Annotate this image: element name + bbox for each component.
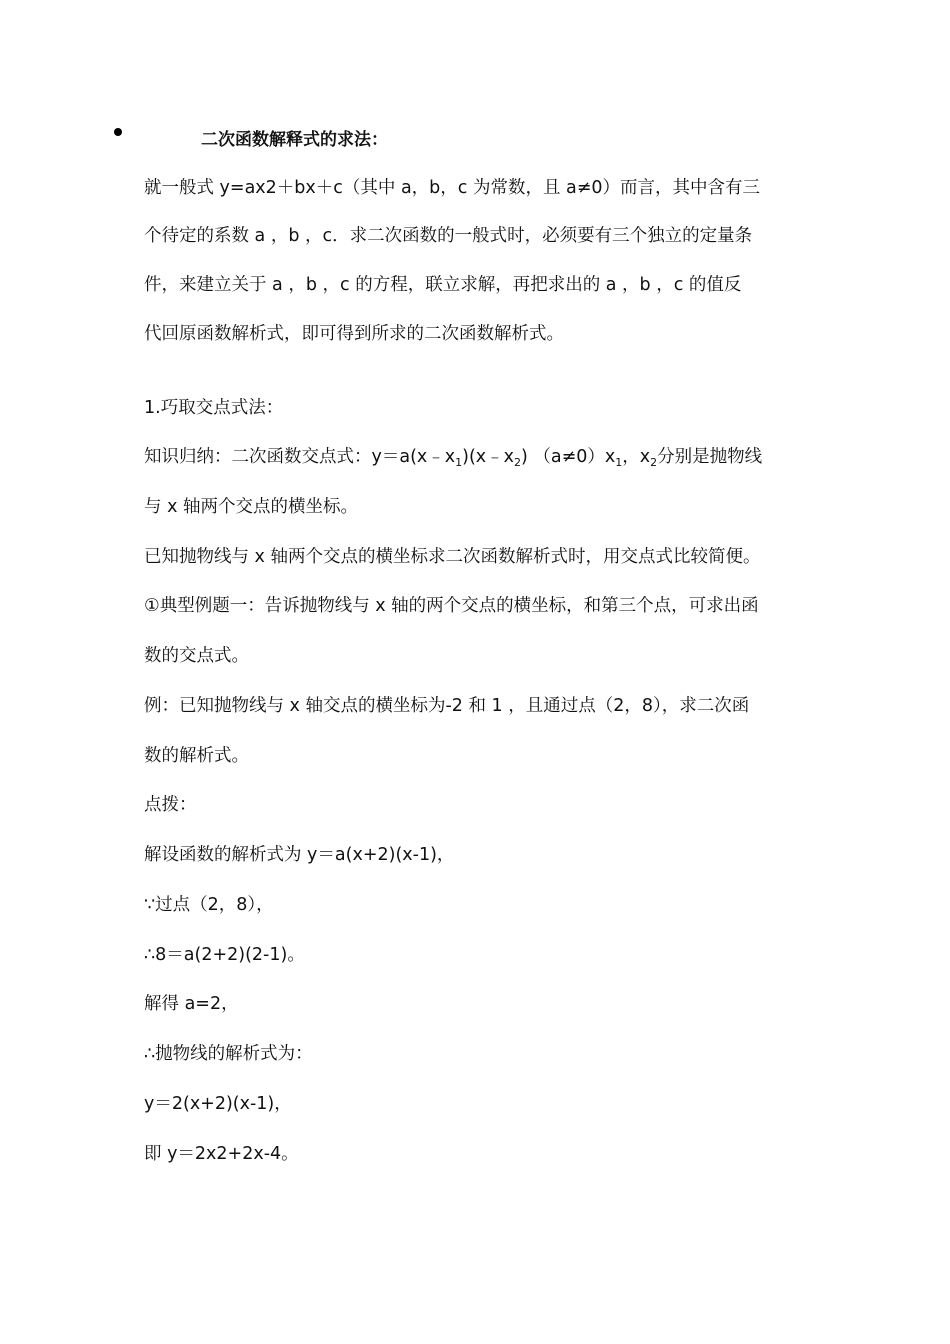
solution-line-3: ∴8＝a(2+2)(2-1)。 (144, 945, 305, 965)
bullet-icon (114, 128, 122, 136)
knowledge-text: ，x (622, 447, 651, 467)
body-line-1: 已知抛物线与 x 轴两个交点的横坐标求二次函数解析式时，用交点式比较简便。 (144, 547, 761, 567)
knowledge-line-1 (144, 444, 762, 470)
knowledge-prefix: 知识归纳：二次函数交点式：y＝a(x﹣x (144, 447, 456, 467)
intro-line-2: 个待定的系数 a ，b ，c．求二次函数的一般式时，必须要有三个独立的定量条 (144, 226, 753, 246)
intro-line-3: 件，来建立关于 a ，b ，c 的方程，联立求解，再把求出的 a ，b ，c 的值反 (144, 275, 742, 295)
body-line-3: 数的交点式。 (144, 646, 249, 666)
body-line-2: ①典型例题一：告诉抛物线与 x 轴的两个交点的横坐标，和第三个点，可求出函 (144, 596, 759, 616)
subscript: 1 (615, 456, 623, 469)
solution-line-4: 解得 a=2， (144, 994, 239, 1014)
method-title: 1.巧取交点式法： (144, 398, 284, 418)
solution-line-1: 解设函数的解析式为 y＝a(x+2)(x-1)， (144, 845, 455, 865)
intro-line-1: 就一般式 y=ax2＋bx＋c（其中 a，b，c 为常数，且 a≠0）而言，其中含有三 (144, 178, 761, 198)
section-heading: 二次函数解释式的求法： (201, 130, 388, 150)
subscript: 2 (514, 456, 521, 469)
solution-line-5: ∴抛物线的解析式为： (144, 1044, 313, 1064)
subscript: 2 (650, 456, 658, 469)
knowledge-line-2: 与 x 轴两个交点的横坐标。 (144, 497, 358, 517)
hint-label: 点拨： (144, 795, 197, 815)
solution-line-7: 即 y＝2x2+2x-4。 (144, 1144, 299, 1164)
example-line-2: 数的解析式。 (144, 746, 249, 766)
solution-line-2: ∵过点（2，8）， (144, 895, 274, 915)
knowledge-suffix: 分别是抛物线 (657, 447, 763, 467)
solution-line-6: y＝2(x+2)(x-1)， (144, 1094, 292, 1114)
knowledge-text: )(x﹣x (462, 447, 514, 467)
knowledge-text: ) （a≠0）x (521, 447, 616, 467)
subscript: 1 (455, 456, 463, 469)
example-line-1: 例：已知抛物线与 x 轴交点的横坐标为-2 和 1 ，且通过点（2，8），求二次函 (144, 696, 750, 716)
intro-line-4: 代回原函数解析式，即可得到所求的二次函数解析式。 (144, 324, 564, 344)
